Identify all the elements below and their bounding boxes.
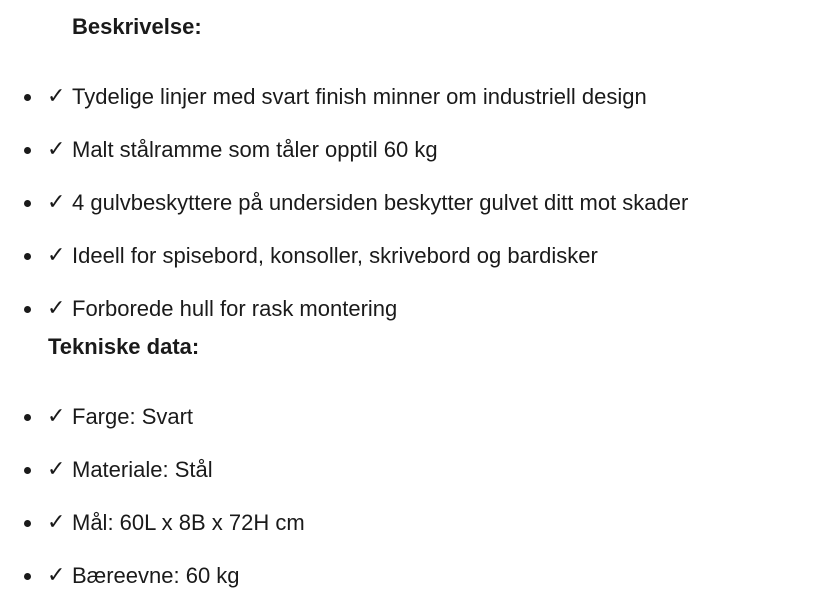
technical-data-heading: Tekniske data: [48,334,200,359]
bullet-icon [24,306,31,313]
list-item-text: Farge: Svart [72,404,194,429]
list-item-text: 4 gulvbeskyttere på undersiden beskytter gulvet ditt mot skader [72,190,689,215]
list-item-text: Materiale: Stål [72,457,213,482]
bullet-icon [24,520,31,527]
list-item-text: Forborede hull for rask montering [72,296,398,321]
bullet-icon [24,573,31,580]
checkmark-icon: ✓ [47,190,66,215]
description-heading: Beskrivelse: [72,14,202,39]
list-item-text: Mål: 60L x 8B x 72H cm [72,510,305,535]
list-item-text: Bæreevne: 60 kg [72,563,240,588]
bullet-icon [24,147,31,154]
checkmark-icon: ✓ [47,510,66,535]
bullet-icon [24,253,31,260]
checkmark-icon: ✓ [47,296,66,321]
list-item-text: Tydelige linjer med svart finish minner om industriell design [72,84,647,109]
list-item-text: Ideell for spisebord, konsoller, skrivebord og bardisker [72,243,598,268]
checkmark-icon: ✓ [47,84,66,109]
bullet-icon [24,414,31,421]
bullet-icon [24,94,31,101]
bullet-icon [24,200,31,207]
checkmark-icon: ✓ [47,137,66,162]
list-item-text: Malt stålramme som tåler opptil 60 kg [72,137,438,162]
checkmark-icon: ✓ [47,243,66,268]
bullet-icon [24,467,31,474]
checkmark-icon: ✓ [47,404,66,429]
checkmark-icon: ✓ [47,563,66,588]
checkmark-icon: ✓ [47,457,66,482]
